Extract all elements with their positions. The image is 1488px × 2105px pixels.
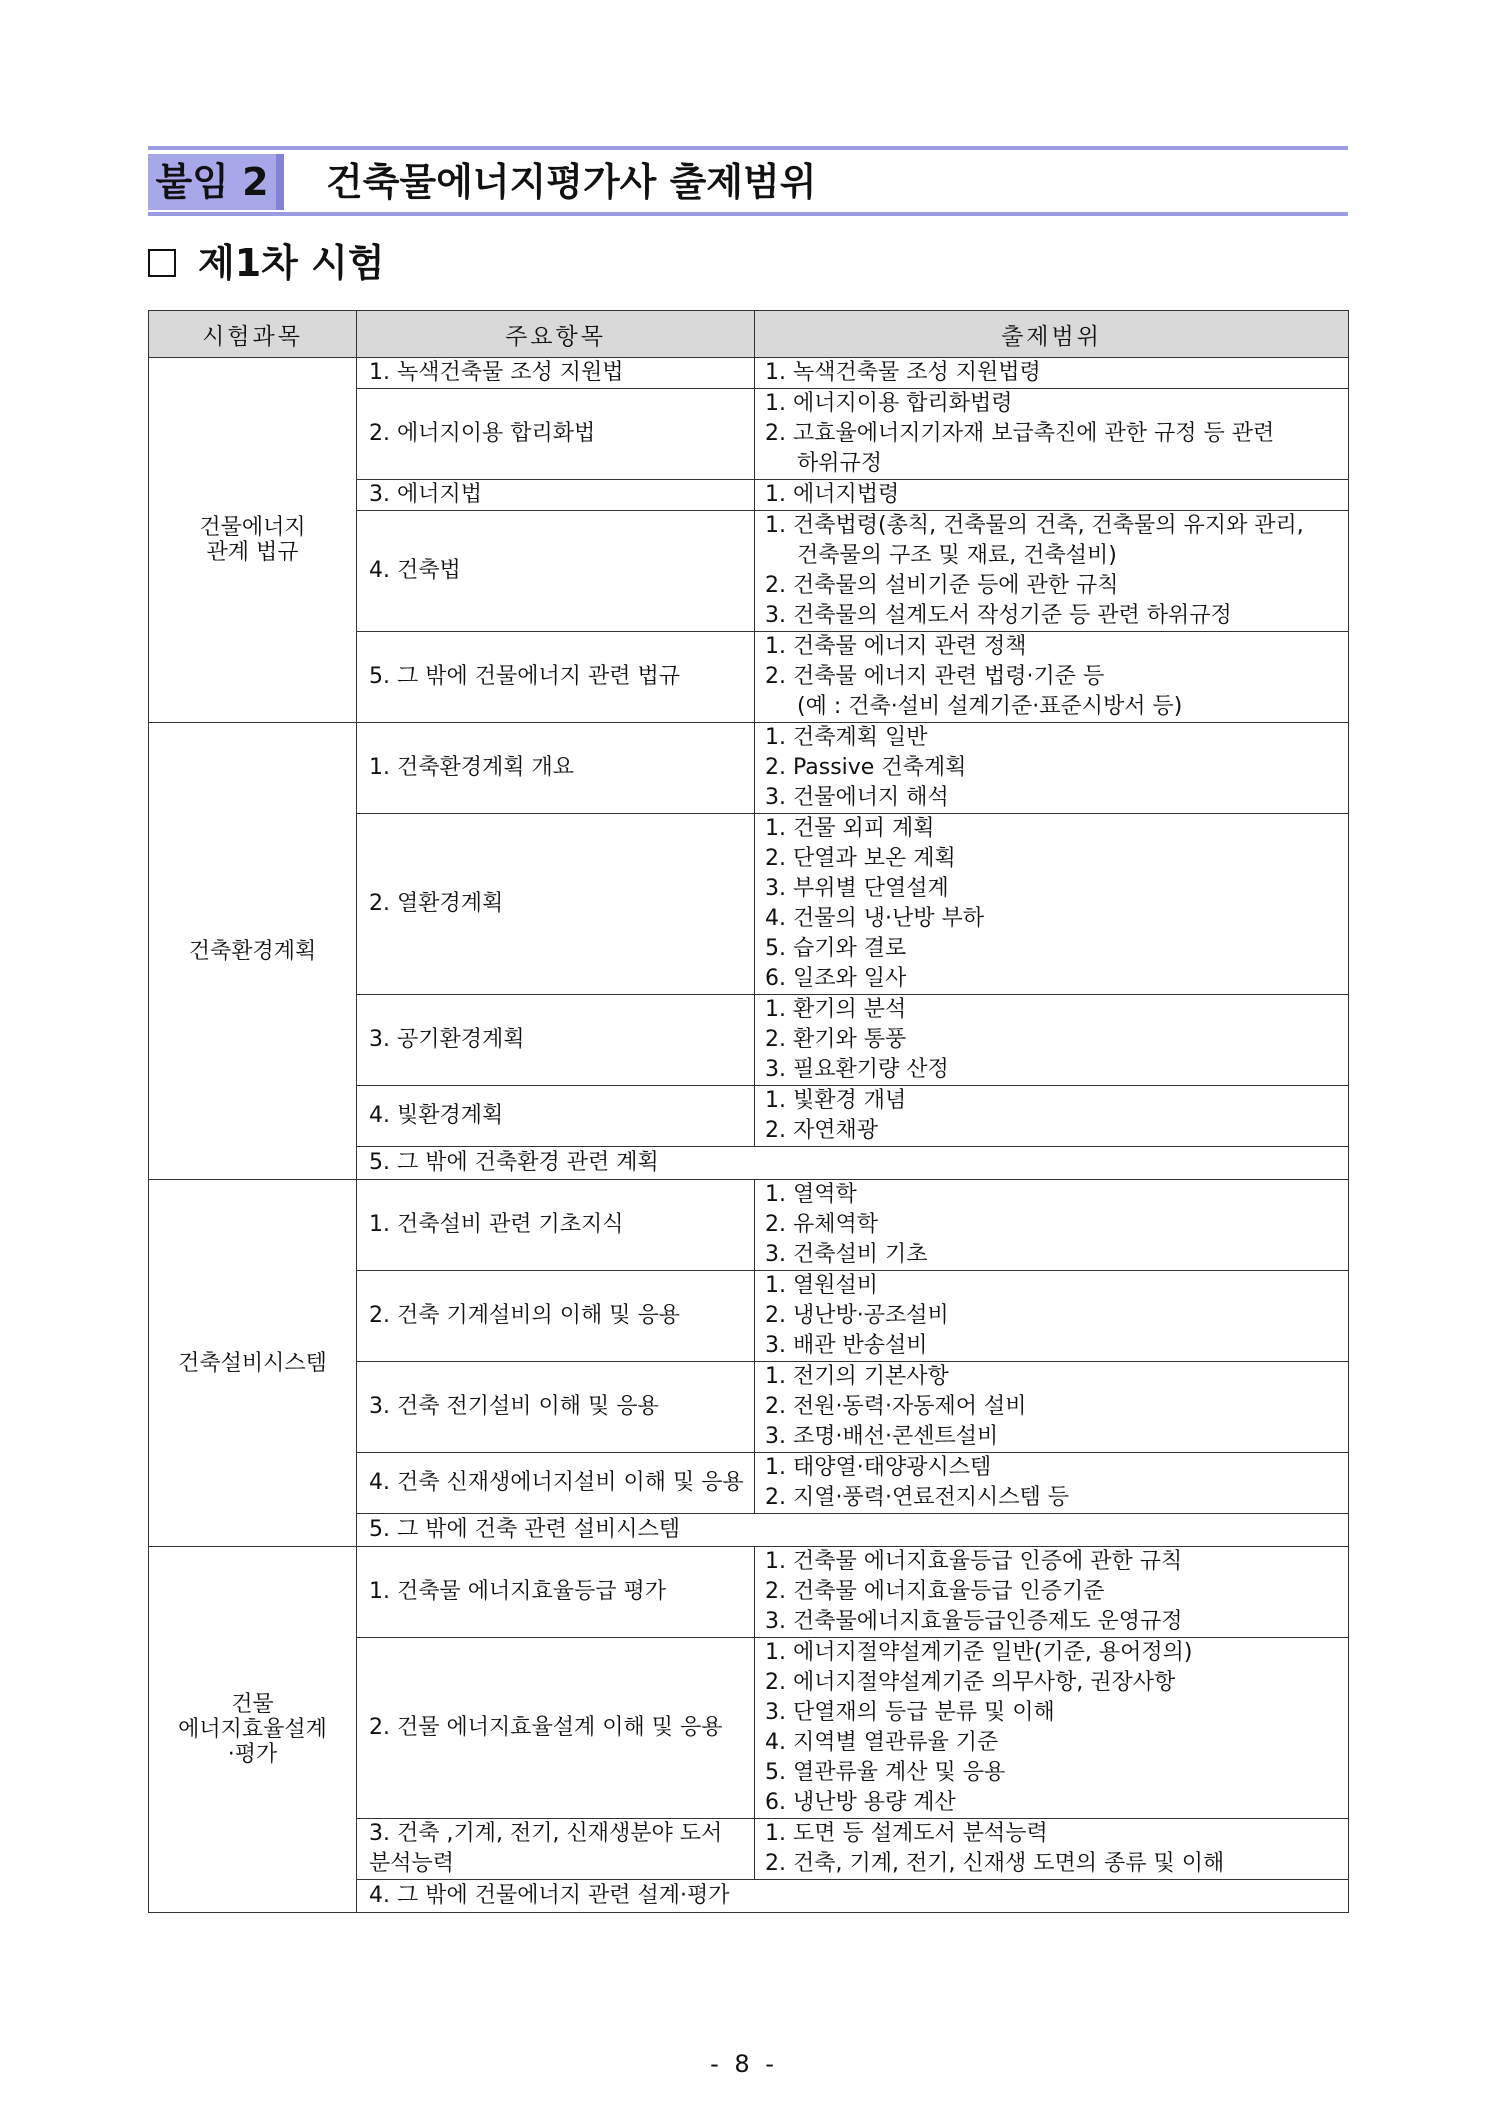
scope-line: 2. 자연채광 (765, 1118, 878, 1143)
scope-line: 3. 건축설비 기초 (765, 1242, 928, 1267)
section-heading (148, 238, 385, 288)
scope-line: 3. 필요환기량 산정 (765, 1057, 949, 1082)
table-row (149, 358, 1349, 389)
scope-cell (755, 1819, 1349, 1880)
scope-line: 하위규정 (797, 451, 883, 476)
table-row (149, 1180, 1349, 1271)
scope-line: 1. 열원설비 (765, 1273, 878, 1298)
main-item-cell: 1. 건축설비 관련 기초지식 (357, 1180, 755, 1271)
scope-line: 3. 건축물의 설계도서 작성기준 등 관련 하위규정 (765, 603, 1232, 628)
scope-cell (755, 1453, 1349, 1514)
scope-cell (755, 1362, 1349, 1453)
scope-line: 2. 고효율에너지기자재 보급촉진에 관한 규정 등 관련 (765, 421, 1275, 446)
scope-cell (755, 1638, 1349, 1819)
main-item-cell: 4. 그 밖에 건물에너지 관련 설계·평가 (357, 1880, 1349, 1913)
main-item-cell: 3. 건축 ,기계, 전기, 신재생분야 도서 분석능력 (357, 1819, 755, 1880)
main-item-cell: 4. 건축법 (357, 511, 755, 632)
scope-line: 1. 빛환경 개념 (765, 1088, 907, 1113)
subject-name-line: 건물에너지 (199, 515, 306, 540)
scope-line: (예 : 건축·설비 설계기준·표준시방서 등) (797, 694, 1183, 719)
subject-cell (149, 358, 357, 723)
scope-line: 1. 도면 등 설계도서 분석능력 (765, 1821, 1048, 1846)
scope-line: 1. 열역학 (765, 1182, 857, 1207)
scope-line: 2. 환기와 통풍 (765, 1027, 907, 1052)
table-row (149, 1547, 1349, 1638)
scope-line: 1. 건축물 에너지 관련 정책 (765, 634, 1027, 659)
scope-line: 3. 부위별 단열설계 (765, 876, 949, 901)
table-body (149, 358, 1349, 1913)
scope-line: 3. 건축물에너지효율등급인증제도 운영규정 (765, 1609, 1183, 1634)
subject-cell (149, 723, 357, 1180)
scope-line: 4. 건물의 냉·난방 부하 (765, 906, 984, 931)
scope-line: 건축물의 구조 및 재료, 건축설비) (797, 543, 1117, 568)
main-item-cell: 2. 열환경계획 (357, 814, 755, 995)
subject-name-line: 관계 법규 (206, 540, 299, 565)
scope-cell (755, 1180, 1349, 1271)
main-item-cell: 3. 에너지법 (357, 480, 755, 511)
scope-cell (755, 1547, 1349, 1638)
section-title: 제1차 시험 (198, 241, 385, 285)
scope-line: 3. 조명·배선·콘센트설비 (765, 1424, 999, 1449)
scope-line: 5. 습기와 결로 (765, 936, 907, 961)
scope-line: 2. 건축물 에너지효율등급 인증기준 (765, 1579, 1105, 1604)
scope-cell (755, 511, 1349, 632)
scope-cell (755, 389, 1349, 480)
subject-name-line: 건물 (231, 1692, 274, 1717)
scope-line: 1. 환기의 분석 (765, 997, 907, 1022)
scope-line: 2. 단열과 보온 계획 (765, 846, 956, 871)
scope-cell (755, 814, 1349, 995)
scope-cell (755, 480, 1349, 511)
subject-name-line: 건축설비시스템 (178, 1350, 327, 1376)
scope-line: 2. 에너지절약설계기준 의무사항, 권장사항 (765, 1670, 1176, 1695)
scope-line: 1. 건축법령(총칙, 건축물의 건축, 건축물의 유지와 관리, (765, 513, 1304, 538)
main-item-cell: 2. 에너지이용 합리화법 (357, 389, 755, 480)
main-item-cell: 4. 건축 신재생에너지설비 이해 및 응용 (357, 1453, 755, 1514)
subject-name-line: 에너지효율설계 (178, 1717, 327, 1742)
scope-line: 2. 건축물의 설비기준 등에 관한 규칙 (765, 573, 1119, 598)
column-header-scope: 출제범위 (755, 311, 1349, 358)
scope-line: 5. 열관류율 계산 및 응용 (765, 1760, 1006, 1785)
column-header-subject: 시험과목 (149, 311, 357, 358)
scope-line: 3. 배관 반송설비 (765, 1333, 928, 1358)
main-item-cell: 1. 건축물 에너지효율등급 평가 (357, 1547, 755, 1638)
main-item-cell: 1. 녹색건축물 조성 지원법 (357, 358, 755, 389)
scope-line: 1. 에너지이용 합리화법령 (765, 391, 1013, 416)
attachment-badge: 붙임 2 (148, 154, 284, 210)
scope-line: 1. 전기의 기본사항 (765, 1364, 949, 1389)
scope-cell (755, 632, 1349, 723)
scope-line: 3. 건물에너지 해석 (765, 785, 949, 810)
attachment-header (148, 146, 1348, 218)
column-header-item: 주요항목 (357, 311, 755, 358)
header-bottom-rule (148, 212, 1348, 216)
subject-name-line: 건축환경계획 (188, 938, 317, 964)
table-header-row (149, 311, 1349, 358)
scope-cell (755, 995, 1349, 1086)
checkbox-square-icon (148, 249, 176, 277)
scope-line: 6. 일조와 일사 (765, 966, 907, 991)
document-title: 건축물에너지평가사 출제범위 (326, 160, 817, 204)
subject-name-line: ·평가 (227, 1742, 278, 1767)
scope-line: 1. 태양열·태양광시스템 (765, 1455, 992, 1480)
scope-line: 1. 에너지법령 (765, 482, 900, 507)
scope-line: 2. Passive 건축계획 (765, 755, 967, 780)
scope-line: 2. 건축물 에너지 관련 법령·기준 등 (765, 664, 1105, 689)
scope-cell (755, 1086, 1349, 1147)
main-item-cell: 4. 빛환경계획 (357, 1086, 755, 1147)
scope-line: 1. 건축계획 일반 (765, 725, 928, 750)
main-item-cell: 2. 건물 에너지효율설계 이해 및 응용 (357, 1638, 755, 1819)
scope-line: 6. 냉난방 용량 계산 (765, 1790, 956, 1815)
scope-line: 3. 단열재의 등급 분류 및 이해 (765, 1700, 1055, 1725)
scope-line: 1. 에너지절약설계기준 일반(기준, 용어정의) (765, 1640, 1193, 1665)
scope-cell (755, 358, 1349, 389)
scope-line: 2. 전원·동력·자동제어 설비 (765, 1394, 1027, 1419)
main-item-cell: 5. 그 밖에 건축 관련 설비시스템 (357, 1514, 1349, 1547)
subject-cell (149, 1547, 357, 1913)
page-number: - 8 - (710, 2050, 778, 2078)
scope-cell (755, 1271, 1349, 1362)
scope-line: 4. 지역별 열관류율 기준 (765, 1730, 999, 1755)
scope-line: 2. 냉난방·공조설비 (765, 1303, 949, 1328)
table-row (149, 723, 1349, 814)
main-item-cell: 3. 건축 전기설비 이해 및 응용 (357, 1362, 755, 1453)
main-item-cell: 1. 건축환경계획 개요 (357, 723, 755, 814)
header-top-rule (148, 146, 1348, 150)
main-item-cell: 5. 그 밖에 건축환경 관련 계획 (357, 1147, 1349, 1180)
scope-line: 2. 유체역학 (765, 1212, 878, 1237)
scope-line: 1. 건물 외피 계획 (765, 816, 935, 841)
exam-scope-table (148, 310, 1349, 1913)
subject-cell (149, 1180, 357, 1547)
main-item-cell: 5. 그 밖에 건물에너지 관련 법규 (357, 632, 755, 723)
scope-line: 2. 건축, 기계, 전기, 신재생 도면의 종류 및 이해 (765, 1851, 1225, 1876)
scope-cell (755, 723, 1349, 814)
main-item-cell: 2. 건축 기계설비의 이해 및 응용 (357, 1271, 755, 1362)
scope-line: 1. 건축물 에너지효율등급 인증에 관한 규칙 (765, 1549, 1183, 1574)
scope-line: 2. 지열·풍력·연료전지시스템 등 (765, 1485, 1069, 1510)
scope-line: 1. 녹색건축물 조성 지원법령 (765, 360, 1041, 385)
main-item-cell: 3. 공기환경계획 (357, 995, 755, 1086)
